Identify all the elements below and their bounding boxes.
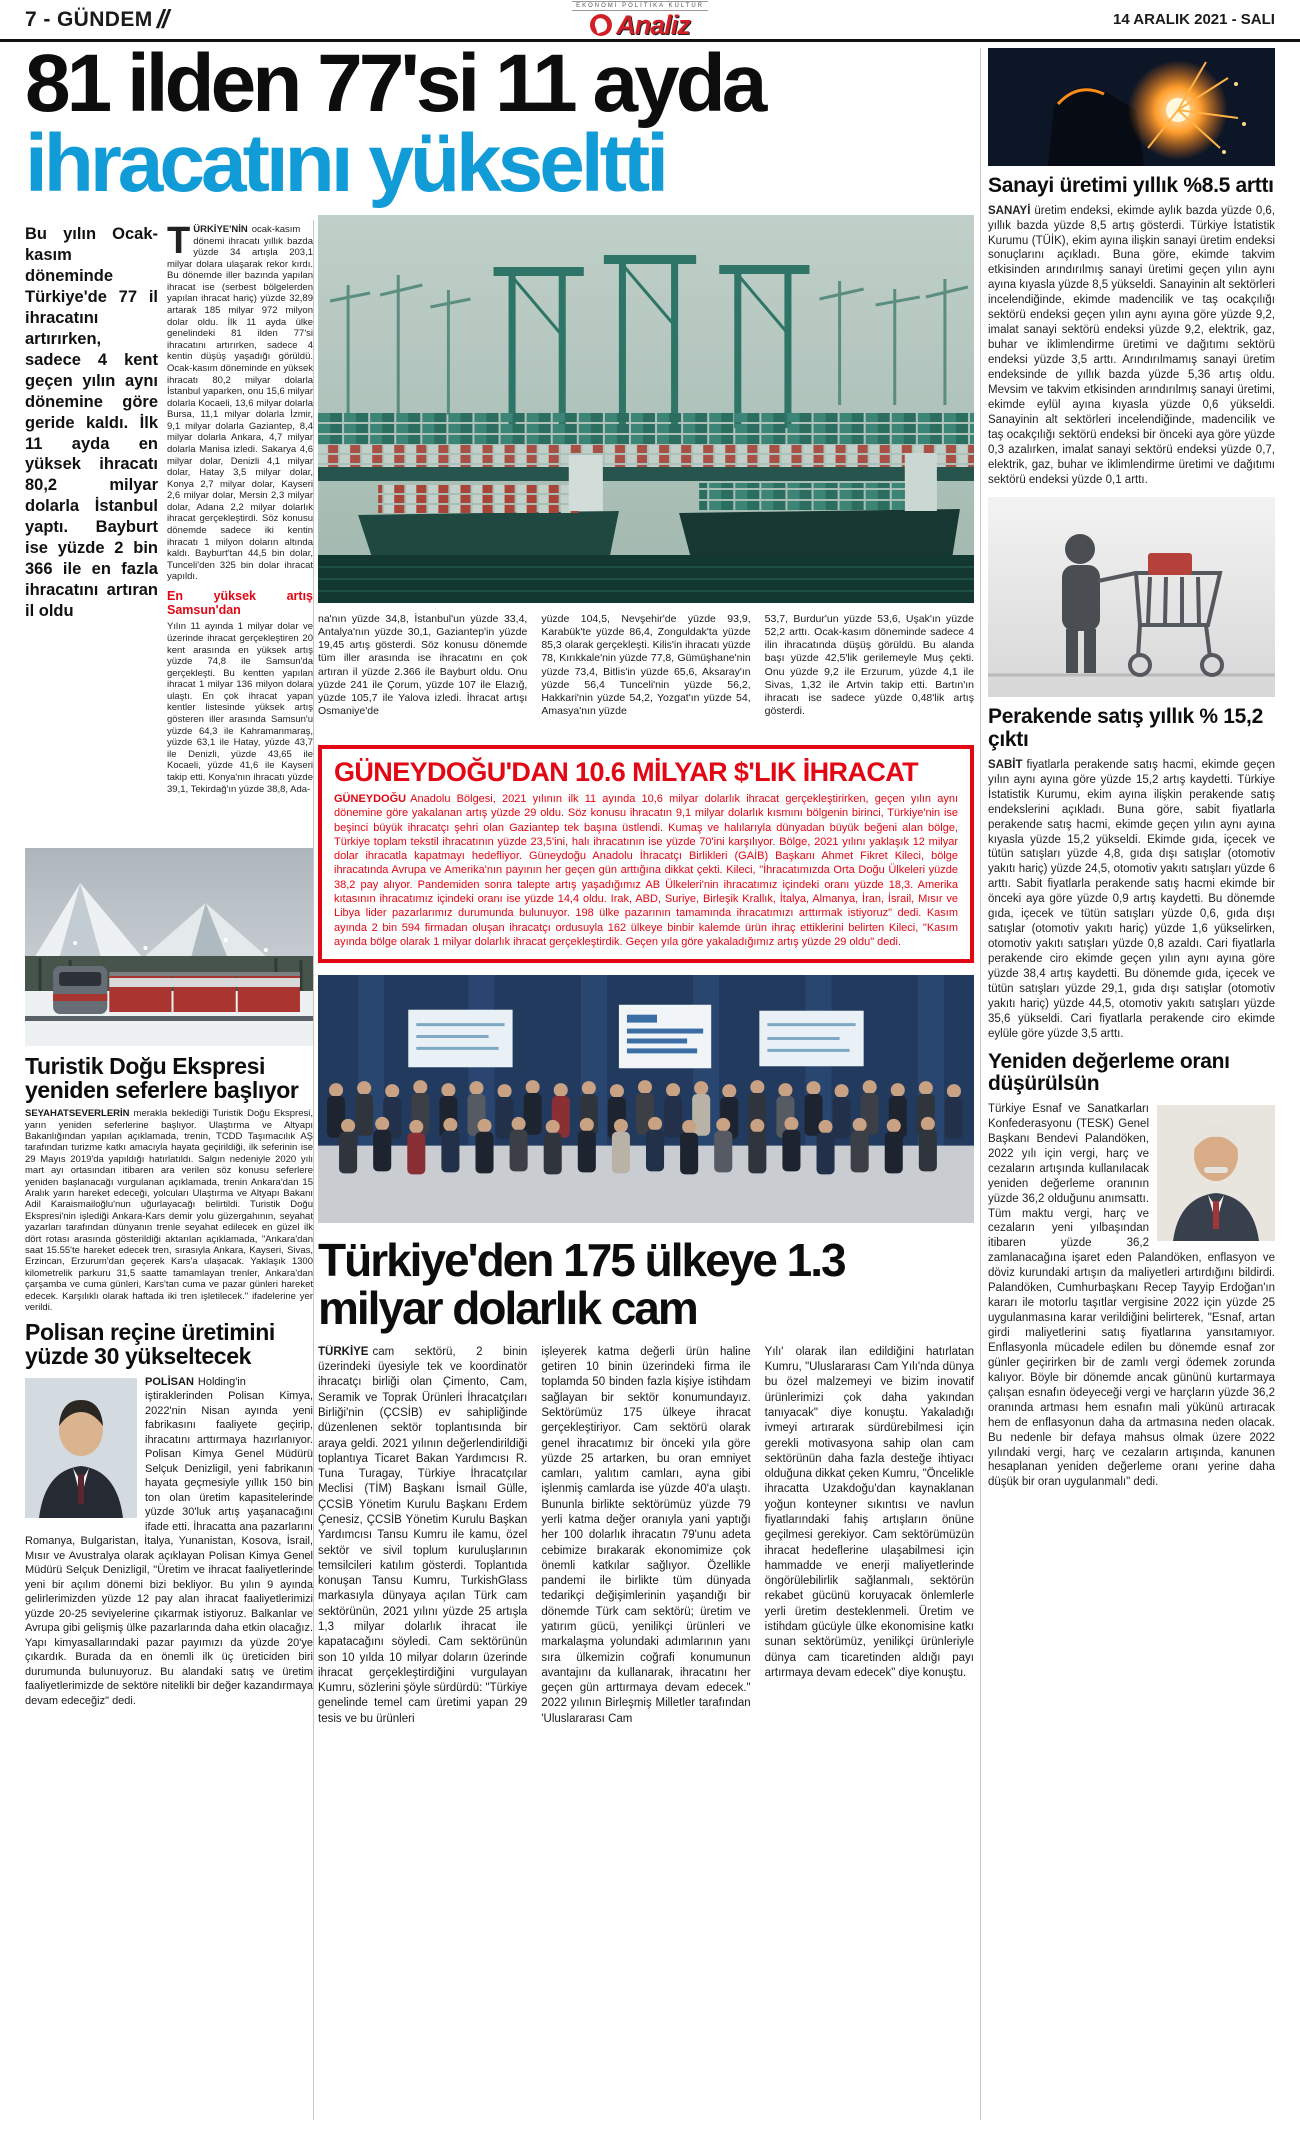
lead-subhead: En yüksek artış Samsun'dan	[167, 588, 313, 617]
sanayi-body-text: üretim endeksi, ekimde aylık bazda yüzde 0,6, yıllık bazda yüzde 8,5 artış gösterdi. Türkiye İstatistik Kurumu (TÜİK), ekim ayına ilişkin sanayi üretim endeksi sonuçlarını açıkladı. Buna göre, ekimde takvim etkisinden arındırılmış sanayi üretimi geçen yılın aynı ayına kıyasla yüzde 8,5 yükseldi. Sanayinin alt sektörleri incelendiğinde, ekimde madencilik ve taş ocakçılığı sektörü endeksi geçen yılın aynı ayına göre yüzde 9,2, imalat sanayi sektörü endeksi yüzde 9,2, elektrik, gaz, buhar ve iklimlendirme üretimi ve dağıtımı sektörü endeksi yüzde 3,5 arttı. Arındırılmamış sanayi üretim endeksinde de yıllık bazda yüzde 5,36 artış oldu. Mevsim ve takvim etkisinden arındırılmış sanayi üretimi, ekimde eylül ayına kıyasla yüzde 0,6 yükseldi. Sanayinin alt sektörleri incelendiğinde, madencilik ve taş ocakçılığı sektörü endeksi bir önceki aya göre yüzde 0,3 azalırken, imalat sanayi sektörü endeksi yüzde 0,7, elektrik, gaz, buhar ve iklimlendirme üretimi ve dağıtımı sektörü endeksi yüzde 0,1 arttı.	[988, 204, 1276, 486]
section-name	[25, 4, 167, 35]
continuation-col-2: yüzde 104,5, Nevşehir'de yüzde 93,9, Karabük'te yüzde 86,4, Zonguldak'ta yüzde 85,3 olarak gerçekleşti. Kilis'in ihracatı yüzde 78, Kırıkkale'nin yüzde 77,8, Gümüşhane'nin yüzde 73,4, Bitlis'in yüzde 65,6, Aksaray'ın yüzde 56,4 Tunceli'nin yüzde 56,2, Hakkari'nin yüzde 54,2, Yozgat'ın yüzde 54, Amasya'nın yüzde	[541, 613, 751, 717]
cam-article-columns	[318, 1345, 974, 1905]
slashes-decoration: //	[156, 4, 168, 34]
dropcap: T	[167, 224, 191, 262]
container-port-photo	[318, 215, 974, 603]
polisan-body-text: Holding'in iştiraklerinden Polisan Kimya, 2022'nin Nisan ayında yeni fabrikasını faaliyete geçirip, ihracatını arttırmaya hazırlanıyor. Polisan Kimya Genel Müdürü Selçuk Denizligil, yeni fabrikanın hayata geçmesiyle yıllık 150 bin ton olan üretim kapasitelerinde yüzde 30'luk artış yaşanacağını ifade etti. İhracatta ana pazarlarını Romanya, Bulgaristan, İtalya, Yunanistan, Kosova, İsrail, Mısır ve Avustralya olarak açıklayan Polisan Kimya Genel Müdürü Selçuk Denizligil, "Üretim ve ihracat faaliyetlerinde yeni bir açılım dönemi bizi bekliyor. Bu yılın 9 ayında gelirlerimizden yüzde 12 pay alan ihracat faaliyetlerimizi yüzde 20-25 seviyelerine çıkarmak istiyoruz. Balkanlar ve Avrupa gibi gelişmiş ülke pazarlarında daha etkin olacağız. Yapı kimyasallarındaki pazar payımızı da yüzde 20'ye çıkardık. Burada da en önemli ilk üç üreticiden biri durumunda bulunuyoruz. Bu alandaki satış ve üretim faaliyetlerimizde de sektöre nitelikli bir değer kazandırmaya devam edeceğiz" dedi.	[25, 1375, 313, 1707]
lead-word: POLİSAN	[145, 1375, 194, 1388]
cam-col-1	[318, 1345, 527, 1905]
portrait-denizligil	[25, 1378, 137, 1518]
left-column	[25, 224, 313, 2075]
lead-word: GÜNEYDOĞU	[334, 793, 407, 805]
lead-word: ÜRKİYE'NİN	[193, 224, 248, 235]
sanayi-body	[988, 204, 1275, 488]
logo-text: Analiz	[616, 9, 690, 40]
lead-continuation-columns	[318, 613, 974, 737]
lead-article-column	[167, 224, 313, 842]
perakende-title: Perakende satış yıllık % 15,2 çıktı	[988, 705, 1263, 752]
conference-photo	[318, 975, 974, 1223]
continuation-col-3: 53,7, Burdur'un yüzde 53,6, Uşak'ın yüzde 52,2 arttı. Ocak-kasım döneminde sadece 4 ilin ihracatında düşüş görüldü. Bu alanda başı yüzde 42,5'lik gerilemeyle Muş çekti. Onu yüzde 9,2 ile Erzurum, yüzde 4,1 ile Sivas, 1,32 ile Artvin takip etti. Bartın'ın ihracatı ise sadece yüzde 0,48'lik artış gösterdi.	[764, 613, 974, 717]
degerleme-title: Yeniden değerleme oranı düşürülsün	[988, 1049, 1230, 1096]
middle-column	[318, 215, 974, 1905]
lead-word: SEYAHATSEVERLERİN	[25, 1108, 130, 1120]
newspaper-logo	[572, 1, 708, 39]
guneydogu-box	[318, 745, 974, 963]
right-sidebar	[988, 48, 1275, 1490]
shopping-cart-photo	[988, 497, 1275, 697]
headline-line2: ihracatını yükseltti	[25, 118, 666, 210]
train-article-title: Turistik Doğu Ekspresi yeniden seferlere başlıyor	[25, 1053, 299, 1104]
cam-col-3: Yılı' olarak ilan edildiğini hatırlatan Kumru, "Uluslararası Cam Yılı'nda dünya bu özel malzemeyi ve bizim inovatif ürünlerimizi çok daha yakından tanıyacak" diye konuştu. Yakaladığı ivmeyi artırarak sürdürebilmesi için gerekli motivasyona sahip olan cam sektörünün daha fazla desteğe ihtiyacı olduğuna dikkat çeken Kumru, "Öncelikle ihracatta Uzakdoğu'dan kaynaklanan yoğun konteyner sıkıntısı ve navlun fiyatlarındaki fahiş artışların önüne geçilmesi gerekiyor. Cam sektörümüzün ihracat hedeflerine ulaşabilmesi için hammadde ve enerji maliyetlerinde öngörülebilirlik sağlanmalı, sektörün rekabet gücünü koruyacak önlemlerle yerli üretim desteklenmeli. Üretim ve istihdam gücüyle ülke ekonomisine katkı sunan sektörümüz, yenilikçi ürünleriyle dünya cam ticaretinden aldığı payı artırmaya devam edecek" diye konuştu.	[764, 1345, 974, 1679]
logo-tagline: EKONOMİ POLİTİKA KÜLTÜR	[572, 1, 708, 11]
section-label: 7 - GÜNDEM	[25, 7, 153, 31]
lead-body-2: Yılın 11 ayında 1 milyar dolar ve üzerinde ihracat gerçekleştiren 20 kent arasında en yüksek artış yüzde 74,8 ile Samsun'da gerçekleşti. Bu kentten yapılan ihracat 1 milyar 136 milyon dolara ulaştı. En çok ihracat yapan kentler listesinde yüksek artış gösteren iller arasında Samsun'u yüzde 64,3 ile Kahramanmaraş, yüzde 63,1 ile Hatay, yüzde 43,7 ile Denizli, yüzde 43,65 ile Kocaeli, yüzde 41,6 ile Kayseri takip etti. Konya'nın ihracatı yüzde 39,1, Tekirdağ'ın yüzde 38,8, Ada-	[167, 621, 313, 795]
headline-line1: 81 ilden 77'si 11 ayda	[25, 38, 764, 129]
portrait-palandoken	[1157, 1105, 1275, 1241]
cam-col1-text: cam sektörü, 2 binin üzerindeki üyesiyle tek ve koordinatör ihracatçı birliği olan Çimento, Cam, Seramik ve Toprak Ürünleri İhracatçıları Birliği'nin (ÇCSİB) ev sahipliğinde düzenlenen sektör toplantısında bir araya geldi. 2021 yılının değerlendirildiği toplantıya Ticaret Bakan Yardımcısı R. Tuna Turagay, Türkiye İhracatçılar Meclisi (TİM) Başkanı İsmail Gülle, ÇCSİB Yönetim Kurulu Başkanı Erdem Çenesiz, ÇCSİB Yönetim Kurulu Başkan Yardımcısı Tansu Kumru ile kamu, özel sektör ve sivil toplum kuruluşlarının temsilcileri katılım gösterdi. Toplantıda konuşan Tansu Kumru, TurkishGlass markasıyla dünyaya açılan Türk cam sektörünün, 2021 yılını yüzde 25 artışla 1,3 milyar dolarlık ihracat ile kapatacağını söyledi. Cam sektörünün son 10 yılda 10 milyar doların üzerinde ihracat gerçekleştirdiğini vurgulayan Kumru, sözlerini şöyle sürdürdü: "Türkiye genelinde temel cam üretimi yapan 29 tesis ve bu ürünleri	[318, 1345, 528, 1725]
issue-date: 14 ARALIK 2021 - SALI	[1112, 11, 1275, 28]
main-headline	[25, 38, 975, 210]
lead-word: SABİT	[988, 758, 1023, 771]
train-article-body	[25, 1108, 313, 1312]
sanayi-title: Sanayi üretimi yıllık %8.5 arttı	[988, 174, 1274, 197]
degerleme-body-text: Türkiye Esnaf ve Sanatkarları Konfederasyonu (TESK) Genel Başkanı Bendevi Palandöken, 2022 yılı için vergi, harç ve cezaların artışında kullanılacak yeniden değerleme oranının yüzde 36,2 olduğunu anımsattı. Tüm maktu vergi, harç ve cezaların yeni yılbaşından itibaren yüzde 36,2 zamlanacağına işaret eden Palandöken, enflasyon ve döviz kurundaki artışın da maliyetleri artırdığını bildirdi. Palandöken, Cumhurbaşkanı Recep Tayyip Erdoğan'ın kararı ile motorlu taşıtlar vergisine 2022 için yüzde 25 uygulanmasına karar verildiğini belirterek, "Esnaf, artan girdi maliyetlerini satış fiyatlarına yansıtamıyor. Enflasyonla mücadele edilen bu dönemde esnaf zor günler geçirirken bir de zamlı vergi ödemek zorunda kalıyor. Böyle bir dönemde ancak gününü kurtarmaya çalışan esnafın ödeyeceği vergi ve harçların yüzde 36,2 oranında artması hem esnafın mali yükünü artıracak hem de enflasyonun daha da artmasına neden olacak. Bu nedenle bir defaya mahsus olmak üzere 2022 yılındaki vergi, harç ve cezaların artışında, kanunen hesaplanan yeniden değerleme oranı yerine daha düşük bir oran uygulanmalı" dedi.	[988, 1102, 1275, 1489]
logo-emblem-icon	[590, 14, 612, 36]
guneydogu-box-body: Anadolu Bölgesi, 2021 yılının ilk 11 ayında 10,6 milyar dolarlık ihracat gerçekleştirirken, geçen yılın aynı dönemine göre yakalanan artış yüzde 29 oldu. Söz konusu ihracatın 9,1 milyar dolarlık kısmını bölgenin birinci, Türkiye'nin ise beşinci büyük ihracatçı şehri olan Gaziantep tek başına üstlendi. Kumaş ve halılarıyla dünyadan büyük beğeni alan bölge, Türkiye toplam tekstil ihracatının yüzde 23,5'ini, halı ihracatının ise yüzde 70'ini karşılıyor. Bölge, 2021 yılını yaklaşık 12 milyar dolar ihracatla kapatmayı hedefliyor. Güneydoğu Anadolu İhracatçı Birlikleri (GAİB) Başkanı Ahmet Fikret Kileci, bölge ihracatında Avrupa ve Amerika'nın payının her geçen gün arttığına dikkat çekti. Kileci, "İhracatımızda Orta Doğu Ülkeleri yüzde 38,2 pay alıyor. Pandemiden sonra talepte artış yaşadığımız AB Ülkeleri'nin ihracatımız içindeki oranı yüzde 18,3. Amerika kıtasının ihracatımız içindeki oranı ise yüzde 14,4 oldu. Irak, ABD, Suriye, Birleşik Krallık, İtalya, Almanya, İran, İsrail, Mısır ve Libya lider pazarlarımız durumunda bulunuyor. 198 ülke pazarının tamamında ihracatımızı arttırmak istiyoruz" dedi. Kasım ayında 2 bin 594 firmadan oluşan ihracatçı ordusuyla 162 ülkeye binbir kalemde ürün ihraç ettiklerini belirten Kileci, "Kasım ayında bölge olarak 1 milyar dolarlık ihracat gerçekleştirdik. Geçen yıla göre yakaladığımız artış yüzde 29 oldu" dedi.	[334, 793, 958, 948]
train-photo	[25, 848, 313, 1046]
page-header	[0, 0, 1300, 42]
guneydogu-box-title: GÜNEYDOĞU'DAN 10.6 MİLYAR $'LIK İHRACAT	[334, 757, 919, 787]
polisan-article-body	[25, 1375, 313, 2075]
column-divider	[313, 220, 314, 2120]
lead-body-1: ocak-kasım dönemi ihracatı yıllık bazda yüzde 34 artışla 203,1 milyar dolara ulaşarak rekor kırdı. Bu dönemde iller bazında yapılan ihracat ise (serbest bölgelerden yapılan ihracat hariç) yüzde 32,89 artarak 185 milyar 972 milyon dolar oldu. İlk 11 ayda ülke genelindeki 81 ilden 77'si ihracatını artırırken, sadece 4 kentin düşüş yaşadığı görüldü. Ocak-kasım döneminde en yüksek ihracatı 80,2 milyar dolarla İstanbul yaparken, onu 15,6 milyar dolarla Kocaeli, 13,6 milyar dolarla Bursa, 11,1 milyar dolarla İzmir, 9,1 milyar dolarla Gaziantep, 8,4 milyar dolarla Ankara, 4,7 milyar dolarla Manisa izledi. Sakarya 4,6 milyar dolar, Denizli 4,1 milyar dolar, Hatay 3,5 milyar dolar, Konya 2,7 milyar dolar, Kayseri 2,6 milyar dolar, Mersin 2,3 milyar dolar, Adana 2,2 milyar dolarlık ihracat gerçekleştirdi. Söz konusu dönemde sadece iki kentin ihracatı 1 milyon doların altında kaldı. Bayburt'tan 44,5 bin dolar, Tunceli'den 325 bin dolar ihracat yapıldı.	[167, 224, 313, 583]
welder-photo	[988, 48, 1275, 166]
lead-intro: Bu yılın Ocak-kasım döneminde Türkiye'de 77 il ihracatını artırırken, sadece 4 kent geçen yılın aynı dönemine göre geride kaldı. İlk 11 ayda en yüksek ihracatı 80,2 milyar dolarla İstanbul yaptı. Bayburt ise yüzde 2 bin 366 ile en fazla ihracatını artıran il oldu	[25, 225, 158, 621]
cam-article-headline: Türkiye'den 175 ülkeye 1.3 milyar dolarlık cam	[318, 1234, 845, 1335]
cam-col-2: işleyerek katma değerli ürün haline getiren 10 binin üzerindeki firma ile toplamda 50 binden fazla kişiye istihdam sağlayan bir sektör konumundayız. Sektörümüz 175 ülkeye ihracat gerçekleştiriyor. Cam sektörü olarak genel ihracatımız bir önceki yıla göre yüzde 25 artarken, bu oran emniyet camları, yalıtım camları, ayna gibi işlenmiş camlarda ise yüzde 40'a ulaştı. Bununla birlikte sektörümüz yüzde 79 yerli katma değer oranıyla yani yaptığı her 100 dolarlık ihracatın 79'unu adeta cebimize bırakarak ekonomimize çok önemli katkılar sağlıyor. Özellikle pandemi ile birlikte tüm dünyada tedarikçi değişimlerinin yaşandığı bir dönemde Türk cam sektörü; üretim ve yatırım gücü, yenilikçi ürünleri ve markalaşma yolundaki adımlarının yanı sıra ülkemizin coğrafi konumunun avantajını da kullanarak, ihracatını her geçen gün arttırmaya devam edecek." 2022 yılının Birleşmiş Milletler tarafından 'Uluslararası Cam	[541, 1345, 751, 1725]
perakende-body-text: fiyatlarla perakende satış hacmi, ekimde geçen yılın aynı ayına göre yüzde 15,2 artış kaydetti. Türkiye İstatistik Kurumu, ekim ayına ilişkin perakende satış endekslerini açıkladı. Buna göre, sabit fiyatlarla perakende satış hacmi, ekimde geçen yılın aynı ayına kıyasla yüzde 15,2 yükseldi. Ekimde gıda, içecek ve tütün satışları yüzde 4,8, gıda dışı satışlar (otomotiv yakıtı hariç) yüzde 24,5, otomotiv yakıtı satışları yüzde 6 arttı. Sabit fiyatlarla perakende satış hacmi ekimde bir önceki aya göre yüzde 0,9 artış kaydetti. Bu dönemde gıda, içecek ve tütün satışları yüzde 0,6, gıda dışı satışlar (otomotiv yakıtı hariç) yüzde 1,6 yükselirken, otomotiv yakıtı satışları yüzde 0,8 azaldı. Cari fiyatlarla perakende ciro ekimde geçen yılın aynı ayına göre yüzde 38,4 artış kaydetti. Bu dönemde gıda, içecek ve tütün satışları yüzde 29,1, gıda dışı satışlar (otomotiv yakıtı hariç) yüzde 44,5, otomotiv yakıtı satışları yüzde 35,6 yükseldi. Cari fiyatlarla perakende ciro ekimde eylüle göre yüzde 3,5 arttı.	[988, 758, 1275, 1040]
lead-word: SANAYİ	[988, 204, 1031, 217]
degerleme-body	[988, 1102, 1275, 1490]
train-body-text: merakla beklediği Turistik Doğu Ekspresi, yarın yeniden seferlerine başlıyor. Ulaştırma ve Altyapı Bakanlığından yapılan açıklamada, trenin, TCDD Taşımacılık AŞ tarafından turizme katkı amacıyla hayata geçirildiği, ilk seferinin ise 29 Mayıs 2019'da yapıldığı hatırlatıldı. Salgın nedeniyle 2020 yılı mart ayı ortasından itibaren ara verilen söz konusu seferlere yeniden başlanacağı vurgulanan açıklamada, trenin Ankara'dan 15 Aralık yarın hareket edeceği, yolcuları Ulaştırma ve Altyapı Bakanı Adil Karaismailoğlu'nun uğurlayacağı belirtildi. Turistik Doğu Ekspresi'nin işlediği Ankara-Kars demir yolu güzergahının, seyahat yazarları tarafından dünyanın trenle seyahat edilecek en güzel ilk dört rotası arasında gösterildiği aktarılan açıklamada, "Ankara'dan saat 15.55'te hareket edecek tren, sırasıyla Ankara, Kayseri, Sivas, Erzincan, Erzurum'dan geçerek Kars'a ulaşacak. Yaklaşık 1300 kilometrelik parkuru 31,5 saatte tamamlayan trenler, Ankara'dan çarşamba ve cuma günleri, Kars'tan cuma ve pazar günleri hareket edecek. Karşılıklı olarak haftada iki tren işletilecek." ifadelerine yer verildi.	[25, 1108, 313, 1313]
lead-word: TÜRKİYE	[318, 1345, 369, 1358]
continuation-col-1: na'nın yüzde 34,8, İstanbul'un yüzde 33,4, Antalya'nın yüzde 30,1, Gaziantep'in yüzde 19,45 artış gösterdi. Söz konusu dönemde tüm iller arasında ise ihracatını en çok artıran il yüzde 2.366 ile Bayburt oldu. Onu yüzde 241 ile Çorum, yüzde 107 ile Elazığ, yüzde 105,7 ile Yalova izledi. İhracat artışı Osmaniye'de	[318, 613, 528, 717]
polisan-article-title: Polisan reçine üretimini yüzde 30 yükseltecek	[25, 1319, 275, 1370]
perakende-body	[988, 758, 1275, 1042]
sidebar-divider	[980, 48, 981, 2120]
